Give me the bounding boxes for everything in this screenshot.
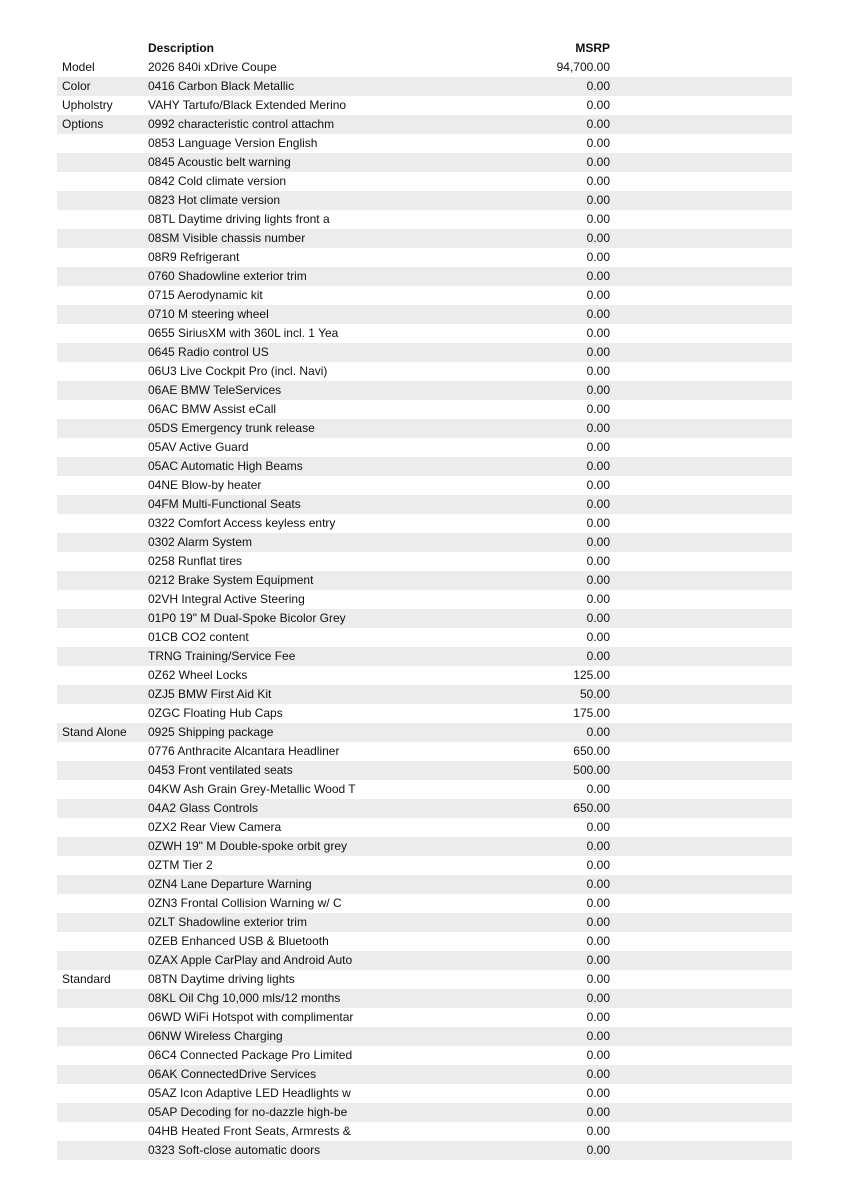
table-row [57,913,792,932]
table-row [57,1084,792,1103]
table-row [57,571,792,590]
msrp-cell: 500.00 [573,763,610,777]
description-cell: 05AZ Icon Adaptive LED Headlights w [148,1086,351,1100]
description-cell: 0760 Shadowline exterior trim [148,269,307,283]
table-body [57,58,792,1160]
table-row [57,723,792,742]
description-cell: 0ZN4 Lane Departure Warning [148,877,312,891]
table-row [57,286,792,305]
table-row [57,609,792,628]
table-row [57,134,792,153]
msrp-cell: 0.00 [586,839,610,853]
table-row [57,400,792,419]
description-cell: 0776 Anthracite Alcantara Headliner [148,744,340,758]
table-row [57,267,792,286]
table-row [57,229,792,248]
msrp-cell: 0.00 [586,269,610,283]
description-cell: 05DS Emergency trunk release [148,421,315,435]
msrp-cell: 0.00 [586,326,610,340]
msrp-cell: 0.00 [586,896,610,910]
msrp-cell: 0.00 [586,877,610,891]
table-row [57,153,792,172]
msrp-cell: 0.00 [586,782,610,796]
msrp-cell: 0.00 [586,193,610,207]
description-cell: 2026 840i xDrive Coupe [148,60,277,74]
msrp-cell: 0.00 [586,1124,610,1138]
msrp-cell: 0.00 [586,345,610,359]
table-row [57,552,792,571]
description-cell: 01CB CO2 content [148,630,249,644]
msrp-cell: 0.00 [586,155,610,169]
msrp-cell: 0.00 [586,649,610,663]
table-row [57,837,792,856]
msrp-cell: 0.00 [586,364,610,378]
table-row [57,647,792,666]
description-cell: 0655 SiriusXM with 360L incl. 1 Yea [148,326,339,340]
msrp-cell: 0.00 [586,440,610,454]
category-cell: Standard [62,972,111,986]
table-row [57,932,792,951]
description-cell: 04HB Heated Front Seats, Armrests & [148,1124,351,1138]
table-row [57,742,792,761]
description-cell: 0258 Runflat tires [148,554,243,568]
msrp-header-cell: MSRP [575,41,610,55]
description-cell: 0845 Acoustic belt warning [148,155,291,169]
msrp-cell: 0.00 [586,725,610,739]
table-row [57,761,792,780]
msrp-cell: 0.00 [586,1029,610,1043]
description-cell: 0ZEB Enhanced USB & Bluetooth [148,934,329,948]
description-cell: 0ZJ5 BMW First Aid Kit [148,687,272,701]
table-row [57,1027,792,1046]
description-cell: 0212 Brake System Equipment [148,573,314,587]
table-row [57,343,792,362]
msrp-cell: 0.00 [586,231,610,245]
table-row [57,362,792,381]
table-row [57,58,792,77]
description-cell: 0302 Alarm System [148,535,253,549]
table-row [57,381,792,400]
table-row [57,191,792,210]
description-cell: 08SM Visible chassis number [148,231,306,245]
table-row [57,533,792,552]
msrp-cell: 0.00 [586,117,610,131]
msrp-cell: 94,700.00 [556,60,610,74]
description-cell: 06AE BMW TeleServices [148,383,282,397]
description-cell: 0Z62 Wheel Locks [148,668,248,682]
description-cell: 04NE Blow-by heater [148,478,262,492]
msrp-cell: 0.00 [586,212,610,226]
description-cell: 0ZWH 19" M Double-spoke orbit grey [148,839,348,853]
table-row [57,495,792,514]
table-row [57,780,792,799]
description-cell: 0323 Soft-close automatic doors [148,1143,321,1157]
description-cell: 04A2 Glass Controls [148,801,259,815]
table-row [57,989,792,1008]
table-row [57,818,792,837]
description-cell: 05AP Decoding for no-dazzle high-be [148,1105,348,1119]
msrp-cell: 0.00 [586,136,610,150]
table-row [57,1122,792,1141]
category-cell: Color [62,79,91,93]
description-cell: 06C4 Connected Package Pro Limited [148,1048,353,1062]
description-cell: 0ZLT Shadowline exterior trim [148,915,307,929]
msrp-cell: 0.00 [586,478,610,492]
category-cell: Model [62,60,95,74]
description-cell: 0ZX2 Rear View Camera [148,820,282,834]
description-cell: 0992 characteristic control attachm [148,117,335,131]
msrp-cell: 650.00 [573,801,610,815]
msrp-cell: 0.00 [586,174,610,188]
msrp-cell: 0.00 [586,991,610,1005]
table-row [57,1046,792,1065]
description-cell: 02VH Integral Active Steering [148,592,305,606]
msrp-cell: 0.00 [586,953,610,967]
table-row [57,248,792,267]
description-cell: 0ZN3 Frontal Collision Warning w/ C [148,896,342,910]
msrp-cell: 0.00 [586,592,610,606]
table-row [57,77,792,96]
description-cell: 08R9 Refrigerant [148,250,240,264]
description-cell: 0645 Radio control US [148,345,269,359]
table-row [57,1065,792,1084]
table-row [57,628,792,647]
msrp-cell: 0.00 [586,1143,610,1157]
msrp-cell: 0.00 [586,1067,610,1081]
msrp-cell: 0.00 [586,383,610,397]
description-cell: 06AC BMW Assist eCall [148,402,277,416]
table-row [57,96,792,115]
vehicle-pricing-sheet [57,39,792,1160]
table-row [57,590,792,609]
description-cell: 0925 Shipping package [148,725,274,739]
table-row [57,476,792,495]
description-cell: 0710 M steering wheel [148,307,269,321]
description-header-cell: Description [148,41,215,55]
table-header-row [57,39,792,58]
description-cell: 0416 Carbon Black Metallic [148,79,295,93]
msrp-cell: 0.00 [586,307,610,321]
description-cell: TRNG Training/Service Fee [148,649,296,663]
table-row [57,1141,792,1160]
msrp-cell: 0.00 [586,421,610,435]
description-cell: 05AC Automatic High Beams [148,459,303,473]
msrp-cell: 0.00 [586,858,610,872]
category-cell: Upholstry [62,98,113,112]
table-row [57,685,792,704]
table-row [57,210,792,229]
msrp-cell: 650.00 [573,744,610,758]
category-cell: Options [62,117,104,131]
description-cell: 0853 Language Version English [148,136,318,150]
table-row [57,666,792,685]
msrp-cell: 0.00 [586,934,610,948]
msrp-cell: 0.00 [586,611,610,625]
msrp-cell: 0.00 [586,915,610,929]
table-row [57,875,792,894]
msrp-cell: 0.00 [586,535,610,549]
table-row [57,894,792,913]
table-row [57,438,792,457]
description-cell: 05AV Active Guard [148,440,249,454]
table-row [57,305,792,324]
table-row [57,1103,792,1122]
msrp-cell: 0.00 [586,79,610,93]
description-cell: 0842 Cold climate version [148,174,287,188]
msrp-cell: 0.00 [586,98,610,112]
table-row [57,951,792,970]
msrp-cell: 0.00 [586,972,610,986]
table-row [57,514,792,533]
msrp-cell: 0.00 [586,573,610,587]
description-cell: 06AK ConnectedDrive Services [148,1067,317,1081]
description-cell: 08TL Daytime driving lights front a [148,212,330,226]
msrp-cell: 0.00 [586,516,610,530]
description-cell: 0453 Front ventilated seats [148,763,293,777]
msrp-cell: 0.00 [586,1105,610,1119]
table-row [57,1008,792,1027]
table-row [57,172,792,191]
table-row [57,115,792,134]
msrp-cell: 0.00 [586,820,610,834]
description-cell: 0715 Aerodynamic kit [148,288,263,302]
msrp-cell: 0.00 [586,250,610,264]
category-cell: Stand Alone [62,725,127,739]
msrp-cell: 0.00 [586,630,610,644]
table-row [57,970,792,989]
description-cell: 06NW Wireless Charging [148,1029,283,1043]
msrp-cell: 0.00 [586,1086,610,1100]
msrp-cell: 0.00 [586,1010,610,1024]
description-cell: 01P0 19" M Dual-Spoke Bicolor Grey [148,611,346,625]
msrp-cell: 0.00 [586,1048,610,1062]
msrp-cell: 125.00 [573,668,610,682]
table-row [57,457,792,476]
description-cell: VAHY Tartufo/Black Extended Merino [148,98,347,112]
table-row [57,704,792,723]
msrp-cell: 0.00 [586,497,610,511]
description-cell: 04KW Ash Grain Grey-Metallic Wood T [148,782,356,796]
description-cell: 08TN Daytime driving lights [148,972,295,986]
description-cell: 0ZTM Tier 2 [148,858,213,872]
msrp-cell: 0.00 [586,288,610,302]
table-row [57,419,792,438]
description-cell: 0ZGC Floating Hub Caps [148,706,283,720]
description-cell: 0ZAX Apple CarPlay and Android Auto [148,953,353,967]
table-row [57,324,792,343]
description-cell: 0823 Hot climate version [148,193,281,207]
description-cell: 06U3 Live Cockpit Pro (incl. Navi) [148,364,328,378]
table-row [57,856,792,875]
description-cell: 08KL Oil Chg 10,000 mls/12 months [148,991,341,1005]
msrp-cell: 0.00 [586,402,610,416]
description-cell: 06WD WiFi Hotspot with complimentar [148,1010,354,1024]
description-cell: 0322 Comfort Access keyless entry [148,516,336,530]
msrp-cell: 0.00 [586,554,610,568]
description-cell: 04FM Multi-Functional Seats [148,497,301,511]
msrp-cell: 0.00 [586,459,610,473]
table-row [57,799,792,818]
msrp-cell: 175.00 [573,706,610,720]
msrp-cell: 50.00 [579,687,610,701]
